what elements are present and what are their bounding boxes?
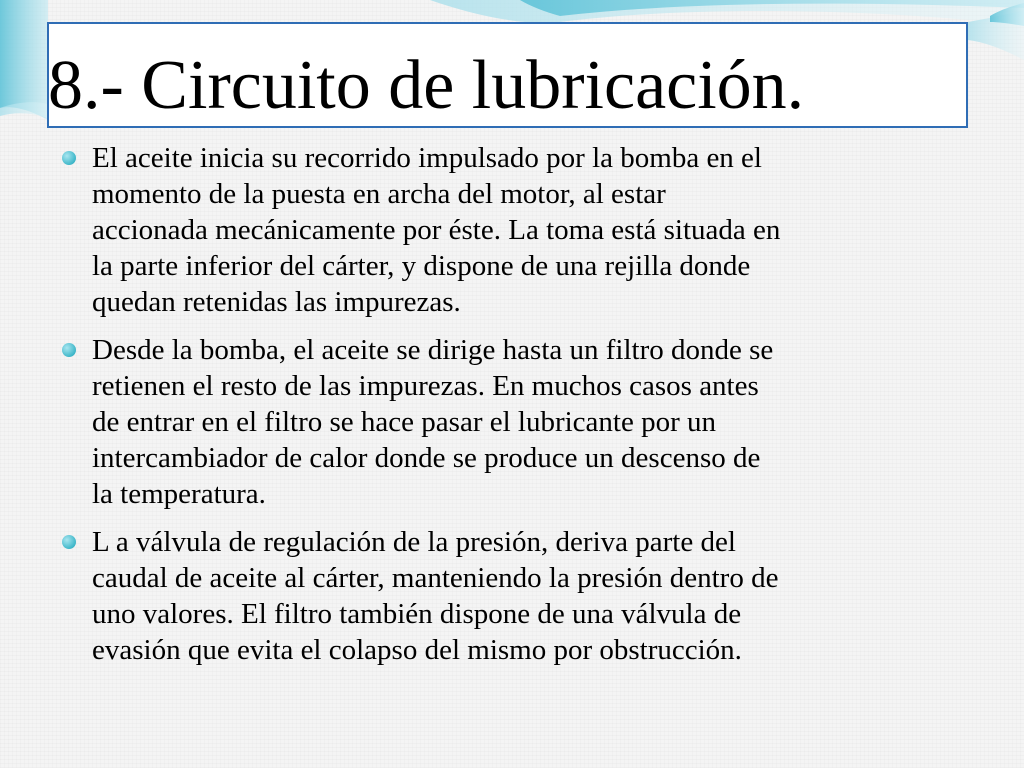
bullet-list bbox=[92, 140, 982, 680]
bullet-line: uno valores. El filtro también dispone de una válvula de bbox=[92, 598, 742, 630]
bullet-line: accionada mecánicamente por éste. La toma está situada en bbox=[92, 214, 781, 246]
bullet-line: evasión que evita el colapso del mismo por obstrucción. bbox=[92, 634, 742, 666]
bullet-dot-icon bbox=[62, 151, 76, 165]
bullet-line: intercambiador de calor donde se produce un descenso de bbox=[92, 442, 761, 474]
bullet-line: momento de la puesta en archa del motor, al estar bbox=[92, 178, 666, 210]
left-wave-light bbox=[0, 102, 48, 118]
bullet-line: El aceite inicia su recorrido impulsado por la bomba en el bbox=[92, 142, 762, 174]
bullet-line: quedan retenidas las impurezas. bbox=[92, 286, 461, 318]
bullet-dot-icon bbox=[62, 343, 76, 357]
bullet-line: la temperatura. bbox=[92, 478, 266, 510]
slide-title: 8.- Circuito de lubricación. bbox=[48, 47, 805, 124]
right-wave bbox=[968, 10, 1024, 60]
bullet-item bbox=[92, 524, 982, 668]
bullet-dot-icon bbox=[62, 535, 76, 549]
bullet-line: de entrar en el filtro se hace pasar el lubricante por un bbox=[92, 406, 717, 438]
bullet-line: L a válvula de regulación de la presión, deriva parte del bbox=[92, 526, 736, 558]
bullet-item bbox=[92, 140, 982, 320]
bullet-line: la parte inferior del cárter, y dispone de una rejilla donde bbox=[92, 250, 751, 282]
right-wave-dark bbox=[990, 3, 1024, 26]
bullet-line: retienen el resto de las impurezas. En muchos casos antes bbox=[92, 370, 759, 402]
bullet-item bbox=[92, 332, 982, 512]
top-wave-dark bbox=[520, 0, 1024, 16]
bullet-line: Desde la bomba, el aceite se dirige hasta un filtro donde se bbox=[92, 334, 774, 366]
bullet-line: caudal de aceite al cárter, manteniendo la presión dentro de bbox=[92, 562, 779, 594]
left-wave bbox=[0, 0, 48, 120]
